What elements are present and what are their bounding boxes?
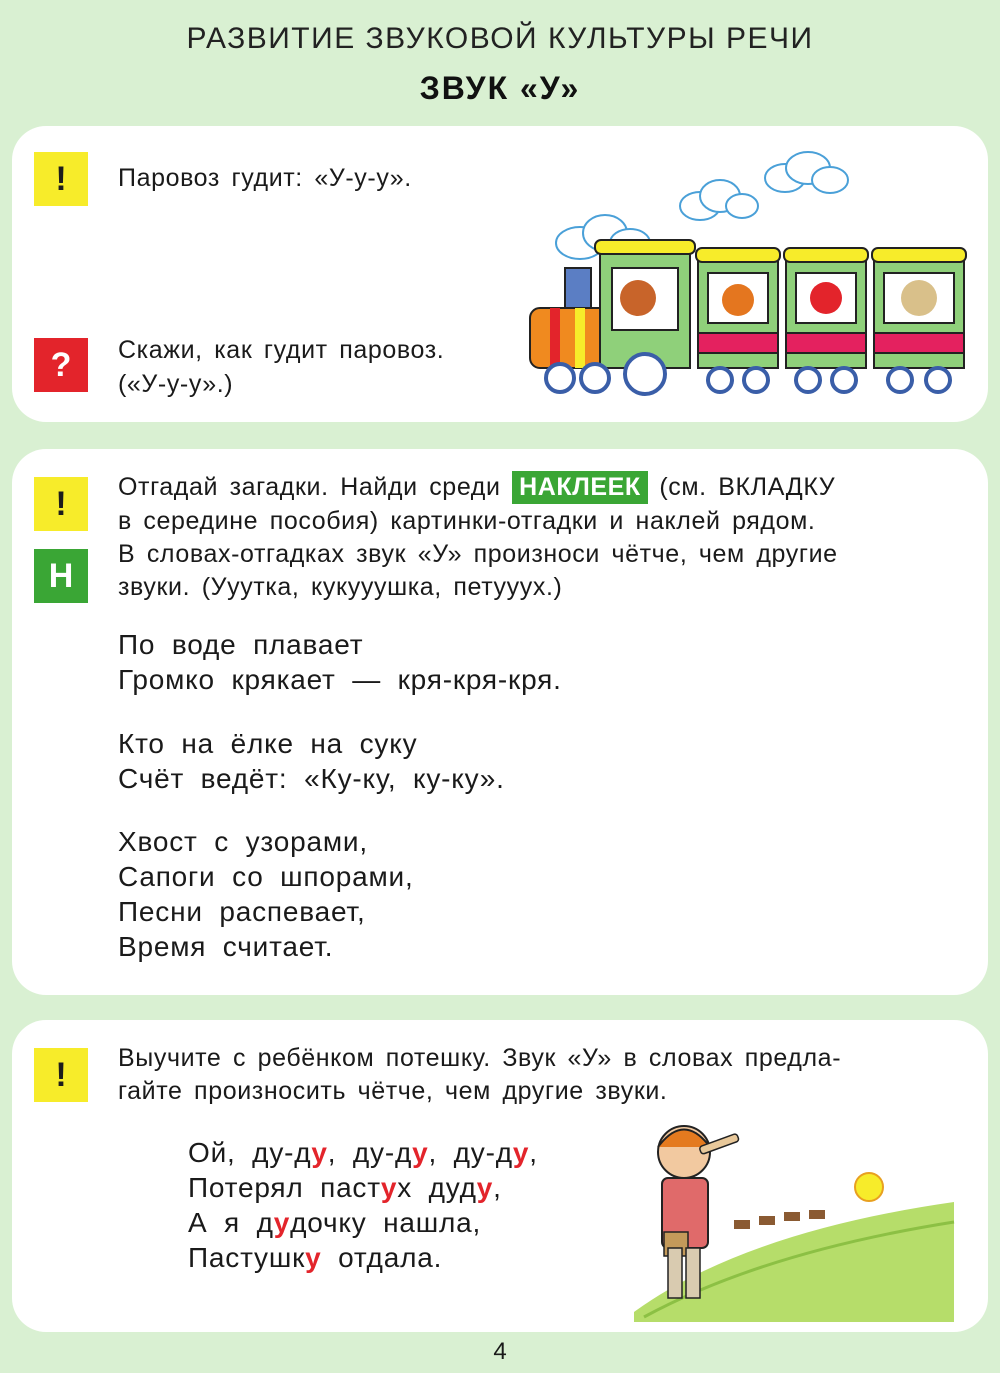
train-illustration bbox=[520, 148, 980, 408]
rhyme-line bbox=[188, 1135, 538, 1170]
rhyme-text: дочку нашла, bbox=[290, 1207, 482, 1238]
rhyme-text: , bbox=[493, 1172, 502, 1203]
card-riddles-section bbox=[12, 449, 988, 995]
highlighted-letter: у bbox=[380, 1172, 398, 1203]
exclamation-badge: ! bbox=[34, 1048, 88, 1102]
card-train-section bbox=[12, 126, 988, 422]
nursery-rhyme bbox=[188, 1135, 538, 1275]
train-statement: Паровоз гудит: «У-у-у». bbox=[118, 164, 412, 192]
highlighted-letter: у bbox=[311, 1137, 328, 1168]
riddles-instructions-line1 bbox=[118, 471, 978, 504]
riddle-line: Хвост с узорами, bbox=[118, 826, 368, 857]
riddle-line: Сапоги со шпорами, bbox=[118, 861, 414, 892]
riddles-instructions-line4: звуки. (Ууутка, кукууушка, петууух.) bbox=[118, 573, 563, 601]
rhyme-text: Пастушк bbox=[188, 1242, 306, 1273]
highlighted-letter: у bbox=[512, 1137, 530, 1168]
highlighted-letter: у bbox=[476, 1172, 494, 1203]
question-text-line2: («У-у-у».) bbox=[118, 370, 234, 398]
rhyme-line bbox=[188, 1205, 538, 1240]
highlighted-letter: у bbox=[305, 1242, 322, 1273]
page-title: РАЗВИТИЕ ЗВУКОВОЙ КУЛЬТУРЫ РЕЧИ bbox=[186, 22, 814, 55]
riddle-line: Песни распевает, bbox=[118, 896, 366, 927]
rhyme-text: А я д bbox=[188, 1207, 274, 1238]
riddle-line: Громко крякает — кря-кря-кря. bbox=[118, 664, 562, 695]
instr-text: Отгадай загадки. Найди среди bbox=[118, 473, 501, 501]
riddle-line: Счёт ведёт: «Ку-ку, ку-ку». bbox=[118, 763, 505, 794]
riddle-cuckoo bbox=[118, 726, 505, 796]
riddle-line: По воде плавает bbox=[118, 629, 364, 660]
rhyme-instructions-line1: Выучите с ребёнком потешку. Звук «У» в словах предла- bbox=[118, 1044, 842, 1072]
riddle-line: Время считает. bbox=[118, 931, 334, 962]
rhyme-line bbox=[188, 1240, 538, 1275]
card-rhyme-section bbox=[12, 1020, 988, 1332]
question-badge: ? bbox=[34, 338, 88, 392]
instr-text: (см. ВКЛАДКУ bbox=[659, 473, 836, 501]
shepherd-boy-illustration bbox=[624, 1112, 964, 1322]
rhyme-text: , ду-д bbox=[428, 1137, 513, 1168]
riddles-instructions-line2: в середине пособия) картинки-отгадки и наклей рядом. bbox=[118, 507, 816, 535]
stickers-label: НАКЛЕЕК bbox=[512, 471, 648, 504]
rhyme-text: Ой, ду-д bbox=[188, 1137, 312, 1168]
rhyme-text: , ду-д bbox=[327, 1137, 413, 1168]
riddle-duck bbox=[118, 627, 562, 697]
page-subtitle: ЗВУК «У» bbox=[419, 70, 581, 106]
rhyme-text: отдала. bbox=[321, 1242, 443, 1273]
rhyme-text: Потерял паст bbox=[188, 1172, 381, 1203]
highlighted-letter: у bbox=[412, 1137, 429, 1168]
exclamation-badge: ! bbox=[34, 152, 88, 206]
question-text-line1: Скажи, как гудит паровоз. bbox=[118, 336, 445, 364]
sticker-badge: Н bbox=[34, 549, 88, 603]
page-number: 4 bbox=[493, 1338, 507, 1365]
exclamation-badge: ! bbox=[34, 477, 88, 531]
rhyme-text: х дуд bbox=[397, 1172, 477, 1203]
riddle-line: Кто на ёлке на суку bbox=[118, 728, 418, 759]
rhyme-text: , bbox=[529, 1137, 538, 1168]
rhyme-line bbox=[188, 1170, 538, 1205]
riddles-instructions-line3: В словах-отгадках звук «У» произноси чётче, чем другие bbox=[118, 540, 838, 568]
highlighted-letter: у bbox=[273, 1207, 291, 1238]
rhyme-instructions-line2: гайте произносить чётче, чем другие звуки. bbox=[118, 1077, 668, 1105]
riddle-rooster bbox=[118, 824, 414, 964]
